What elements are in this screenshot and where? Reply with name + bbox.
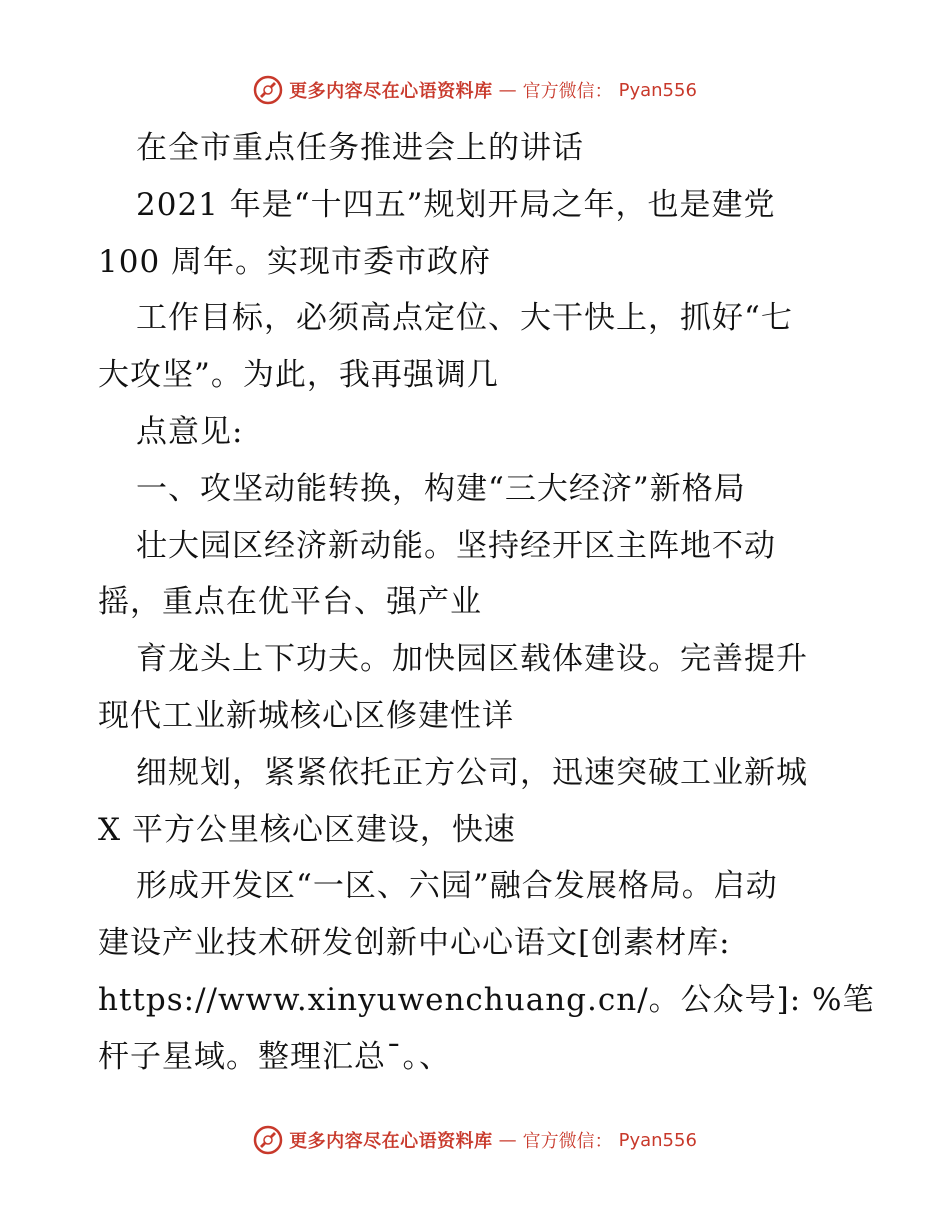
document-line: 点意见: bbox=[136, 413, 244, 450]
document-body bbox=[98, 120, 875, 1086]
watermark-official-label: 官方微信： bbox=[522, 1131, 613, 1152]
document-line: X 平方公里核心区建设，快速 bbox=[98, 811, 516, 848]
document-line: 现代工业新城核心区修建性详 bbox=[98, 697, 514, 734]
watermark-official-label: 官方微信： bbox=[522, 81, 613, 102]
document-line: 育龙头上下功夫。加快园区载体建设。完善提升 bbox=[136, 641, 808, 678]
document-line: 壮大园区经济新动能。坚持经开区主阵地不动 bbox=[136, 527, 776, 564]
watermark-wechat-id: Pyan556 bbox=[618, 1129, 697, 1151]
document-line: 工作目标，必须高点定位、大干快上，抓好“七 bbox=[136, 300, 793, 337]
quill-seal-logo-icon bbox=[253, 1125, 283, 1155]
document-title: 在全市重点任务推进会上的讲话 bbox=[136, 130, 584, 166]
document-line: 2021 年是“十四五”规划开局之年，也是建党 bbox=[136, 186, 776, 223]
watermark-wechat-id: Pyan556 bbox=[618, 79, 697, 101]
watermark-brand-text: 更多内容尽在心语资料库 bbox=[289, 81, 493, 102]
watermark-brand-text: 更多内容尽在心语资料库 bbox=[289, 1131, 493, 1152]
footer-watermark-banner bbox=[0, 1120, 950, 1160]
document-line: 大攻坚”。为此，我再强调几 bbox=[98, 357, 499, 394]
watermark-separator: — bbox=[498, 1129, 517, 1151]
document-line: 细规划，紧紧依托正方公司，迅速突破工业新城 bbox=[136, 754, 808, 791]
document-line: 100 周年。实现市委市政府 bbox=[98, 243, 492, 280]
quill-seal-logo-icon bbox=[253, 75, 283, 105]
header-watermark-banner bbox=[0, 70, 950, 110]
document-line: 摇，重点在优平台、强产业 bbox=[98, 584, 482, 621]
document-line: 形成开发区“一区、六园”融合发展格局。启动 bbox=[136, 868, 778, 905]
watermark-separator: — bbox=[498, 79, 517, 101]
document-line: https://www.xinyuwenchuang.cn/。公众号]: %笔 bbox=[98, 981, 875, 1018]
document-line: 杆子星域。整理汇总¯。、 bbox=[98, 1038, 451, 1075]
document-line: 建设产业技术研发创新中心心语文[创素材库: bbox=[98, 925, 731, 962]
section-heading: 一、攻坚动能转换，构建“三大经济”新格局 bbox=[136, 470, 746, 507]
